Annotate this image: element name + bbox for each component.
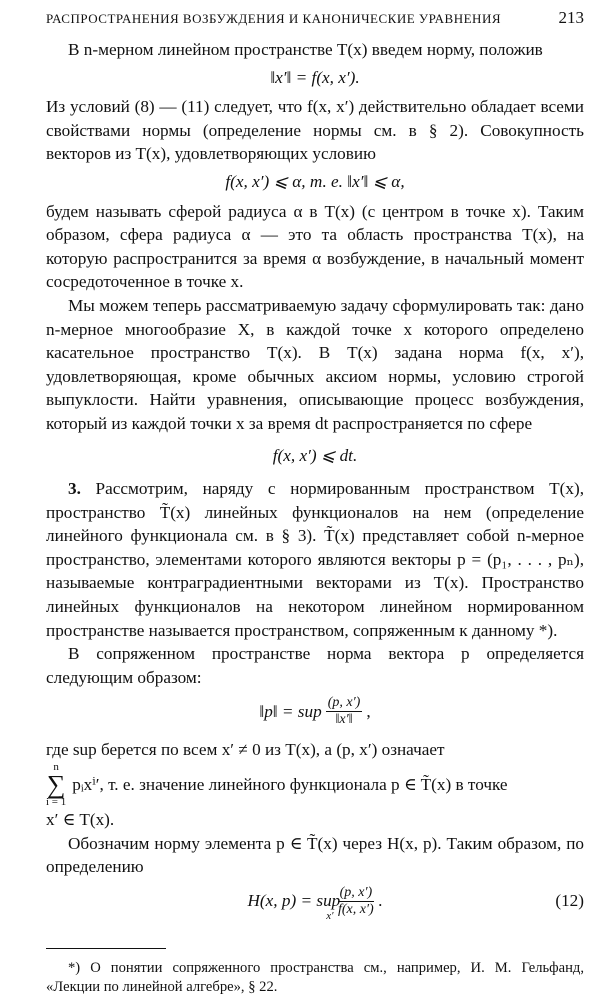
- sum-symbol: [46, 762, 66, 808]
- footnote: *) О понятии сопряженного пространства см., например, И. М. Гельфанд, «Лекции по линейной алгебре», § 22.: [46, 959, 584, 995]
- section-number: 3.: [68, 479, 81, 499]
- eq5-fraction: [338, 885, 375, 918]
- paragraph-5-text: Рассмотрим, наряду с нормированным пространством T(x), пространство T̃(x) линейных функционалов на нем (определение линейного функционала см. в § 3). T̃(x) представляет собой n-мерное пространство, элементами которого являются векторы p = (p₁, . . . , pₙ), называемые контраградиентными векторами из T(x). Пространство линейных функционалов на некотором линейном нормированном пространстве называется пространством, сопряженным к данному *).: [46, 479, 584, 640]
- running-title: РАСПРОСТРАНЕНИЯ ВОЗБУЖДЕНИЯ И КАНОНИЧЕСКИЕ УРАВНЕНИЯ: [46, 11, 501, 26]
- sigma-icon: ∑: [46, 770, 66, 800]
- sum-line: [46, 762, 584, 808]
- equation-dt: f(x, x′) ⩽ dt.: [272, 445, 358, 465]
- eq4-numerator: (p, x′): [327, 695, 361, 711]
- eq5-sub: x′: [326, 909, 334, 922]
- page-number: 213: [558, 8, 584, 27]
- paragraph-9: Обозначим норму элемента p ∈ T̃(x) через H(x, p). Таким образом, по определению: [46, 833, 584, 877]
- equation-dual-norm: [46, 695, 584, 728]
- running-header: [46, 8, 584, 38]
- paragraph-3: будем называть сферой радиуса α в T(x) (с центром в точке x). Таким образом, сфера радиуса α — это та область пространства T(x), на которую распространится за время α возбуждение, в начальный момент сосредоточенное в точке x.: [46, 201, 584, 292]
- eq5-denominator: f(x, x′): [338, 901, 374, 917]
- paragraph-7: где sup берется по всем x′ ≠ 0 из T(x), а (p, x′) означает: [46, 740, 445, 760]
- eq4-tail: ,: [366, 701, 371, 721]
- eq4-denominator: ‖x′‖: [335, 712, 353, 728]
- footnote-rule: [46, 948, 166, 949]
- eq4-left: ‖p‖ = sup: [259, 701, 322, 721]
- eq4-fraction: [326, 695, 363, 728]
- page: [46, 8, 584, 997]
- equation-label: (12): [555, 891, 584, 911]
- paragraph-6: В сопряженном пространстве норма вектора p определяется следующим образом:: [46, 644, 584, 687]
- equation-sphere: f(x, x′) ⩽ α, т. е. ‖x′‖ ⩽ α,: [225, 171, 405, 191]
- eq5-left: H(x, p) = sup: [247, 891, 341, 911]
- sum-lower: i = 1: [46, 796, 67, 809]
- paragraph-4: Мы можем теперь рассматриваемую задачу сформулировать так: дано n-мерное многообразие X, в каждой точке x которого определено касательное пространство T(x). В T(x) задана норма f(x, x′), удовлетворяющая, кроме обычных аксиом нормы, условию строгой выпуклости. Найти уравнения, описывающие процесс возбуждения, который из каждой точки x за время dt распространяется по сфере: [46, 295, 584, 433]
- sum-upper: n: [53, 761, 59, 774]
- eq5-tail: .: [378, 891, 383, 911]
- paragraph-8b: x′ ∈ T(x).: [46, 810, 115, 830]
- paragraph-5: [46, 477, 584, 642]
- paragraph-1: В n-мерном линейном пространстве T(x) введем норму, положив: [68, 40, 543, 59]
- equation-norm: ‖x′‖ = f(x, x′).: [270, 67, 360, 87]
- paragraph-8: pᵢxⁱ′, т. е. значение линейного функционала p ∈ T̃(x) в точке: [72, 775, 508, 795]
- equation-12: [46, 884, 584, 922]
- paragraph-2: Из условий (8) — (11) следует, что f(x, x′) действительно обладает всеми свойствами нормы (определение нормы см. в § 2). Совокупность векторов из T(x), удовлетворяющих условию: [46, 97, 584, 164]
- eq5-numerator: (p, x′): [339, 884, 373, 900]
